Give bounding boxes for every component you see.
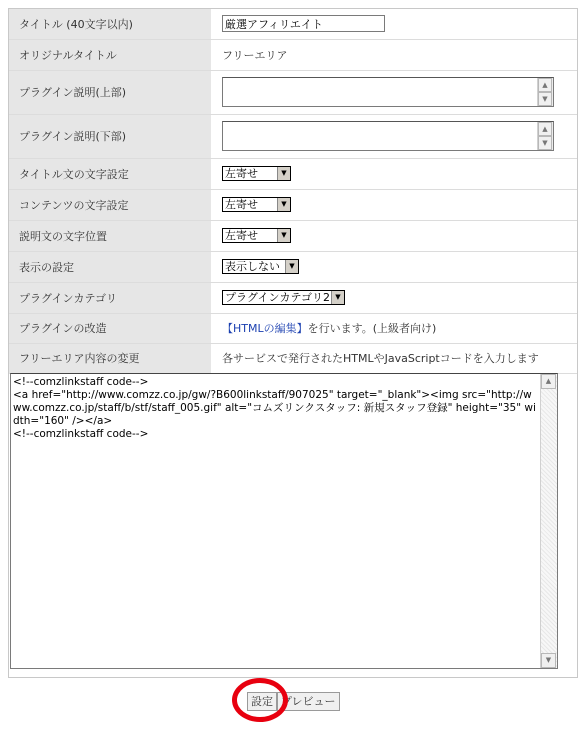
row-content-align: [9, 189, 577, 220]
chevron-down-icon[interactable]: ▼: [331, 291, 344, 304]
display-select[interactable]: [222, 259, 299, 274]
highlight-circle: [232, 678, 288, 722]
label-title-align: タイトル文の文字設定: [9, 158, 211, 189]
label-content-align: コンテンツの文字設定: [9, 189, 211, 220]
modify-note: を行います。(上級者向け): [307, 322, 437, 335]
row-free-area: [9, 343, 577, 373]
preview-button[interactable]: プレビュー: [277, 692, 340, 711]
select-value: 左寄せ: [225, 198, 258, 211]
row-title: [9, 9, 577, 39]
select-value: プラグインカテゴリ2: [225, 291, 331, 304]
row-title-align: [9, 158, 577, 189]
label-desc-top: プラグイン説明(上部): [9, 70, 211, 114]
scroll-down-icon[interactable]: ▼: [538, 136, 552, 150]
scroll-down-icon[interactable]: ▼: [541, 653, 556, 668]
row-display: [9, 251, 577, 282]
desc-bottom-textarea[interactable]: [222, 121, 554, 151]
chevron-down-icon[interactable]: ▼: [285, 260, 298, 273]
label-display: 表示の設定: [9, 251, 211, 282]
label-free-area: フリーエリア内容の変更: [9, 343, 211, 373]
select-value: 左寄せ: [225, 167, 258, 180]
title-input[interactable]: [222, 15, 385, 32]
label-desc-bottom: プラグイン説明(下部): [9, 114, 211, 158]
code-textarea[interactable]: [10, 373, 558, 669]
scrollbar[interactable]: [537, 122, 553, 150]
desc-top-textarea[interactable]: [222, 77, 554, 107]
scroll-up-icon[interactable]: ▲: [541, 374, 556, 389]
original-title-value: フリーエリア: [211, 39, 577, 70]
label-original-title: オリジナルタイトル: [9, 39, 211, 70]
row-modify: [9, 313, 577, 343]
code-text: <!--comzlinkstaff code--> <a href="http://www.comzz.co.jp/gw/?B600linkstaff/907025" target="_blank"><img src="http://www.comzz.co.jp/staff/b/stf/staff_005.gif" alt="コムズリンクスタッフ: 新規スタッフ登録" height="35" width="160" /></a> <!--comzlinkstaff code-->: [13, 376, 536, 440]
save-button[interactable]: 設定: [247, 692, 277, 711]
row-desc-bottom: [9, 114, 577, 158]
select-value: 左寄せ: [225, 229, 258, 242]
scrollbar[interactable]: [540, 374, 557, 668]
content-align-select[interactable]: [222, 197, 291, 212]
row-original-title: [9, 39, 577, 70]
scroll-down-icon[interactable]: ▼: [538, 92, 552, 106]
row-desc-align: [9, 220, 577, 251]
scrollbar[interactable]: [537, 78, 553, 106]
category-select[interactable]: [222, 290, 345, 305]
label-desc-align: 説明文の文字位置: [9, 220, 211, 251]
settings-table: [9, 9, 577, 374]
chevron-down-icon[interactable]: ▼: [277, 229, 290, 242]
html-edit-link[interactable]: 【HTMLの編集】: [222, 322, 308, 335]
free-area-note: 各サービスで発行されたHTMLやJavaScriptコードを入力します: [211, 343, 577, 373]
row-desc-top: [9, 70, 577, 114]
label-title: タイトル (40文字以内): [9, 9, 211, 39]
scroll-up-icon[interactable]: ▲: [538, 78, 552, 92]
row-category: [9, 282, 577, 313]
label-category: プラグインカテゴリ: [9, 282, 211, 313]
chevron-down-icon[interactable]: ▼: [277, 167, 290, 180]
scroll-up-icon[interactable]: ▲: [538, 122, 552, 136]
label-modify: プラグインの改造: [9, 313, 211, 343]
chevron-down-icon[interactable]: ▼: [277, 198, 290, 211]
title-align-select[interactable]: [222, 166, 291, 181]
desc-align-select[interactable]: [222, 228, 291, 243]
select-value: 表示しない: [225, 260, 280, 273]
